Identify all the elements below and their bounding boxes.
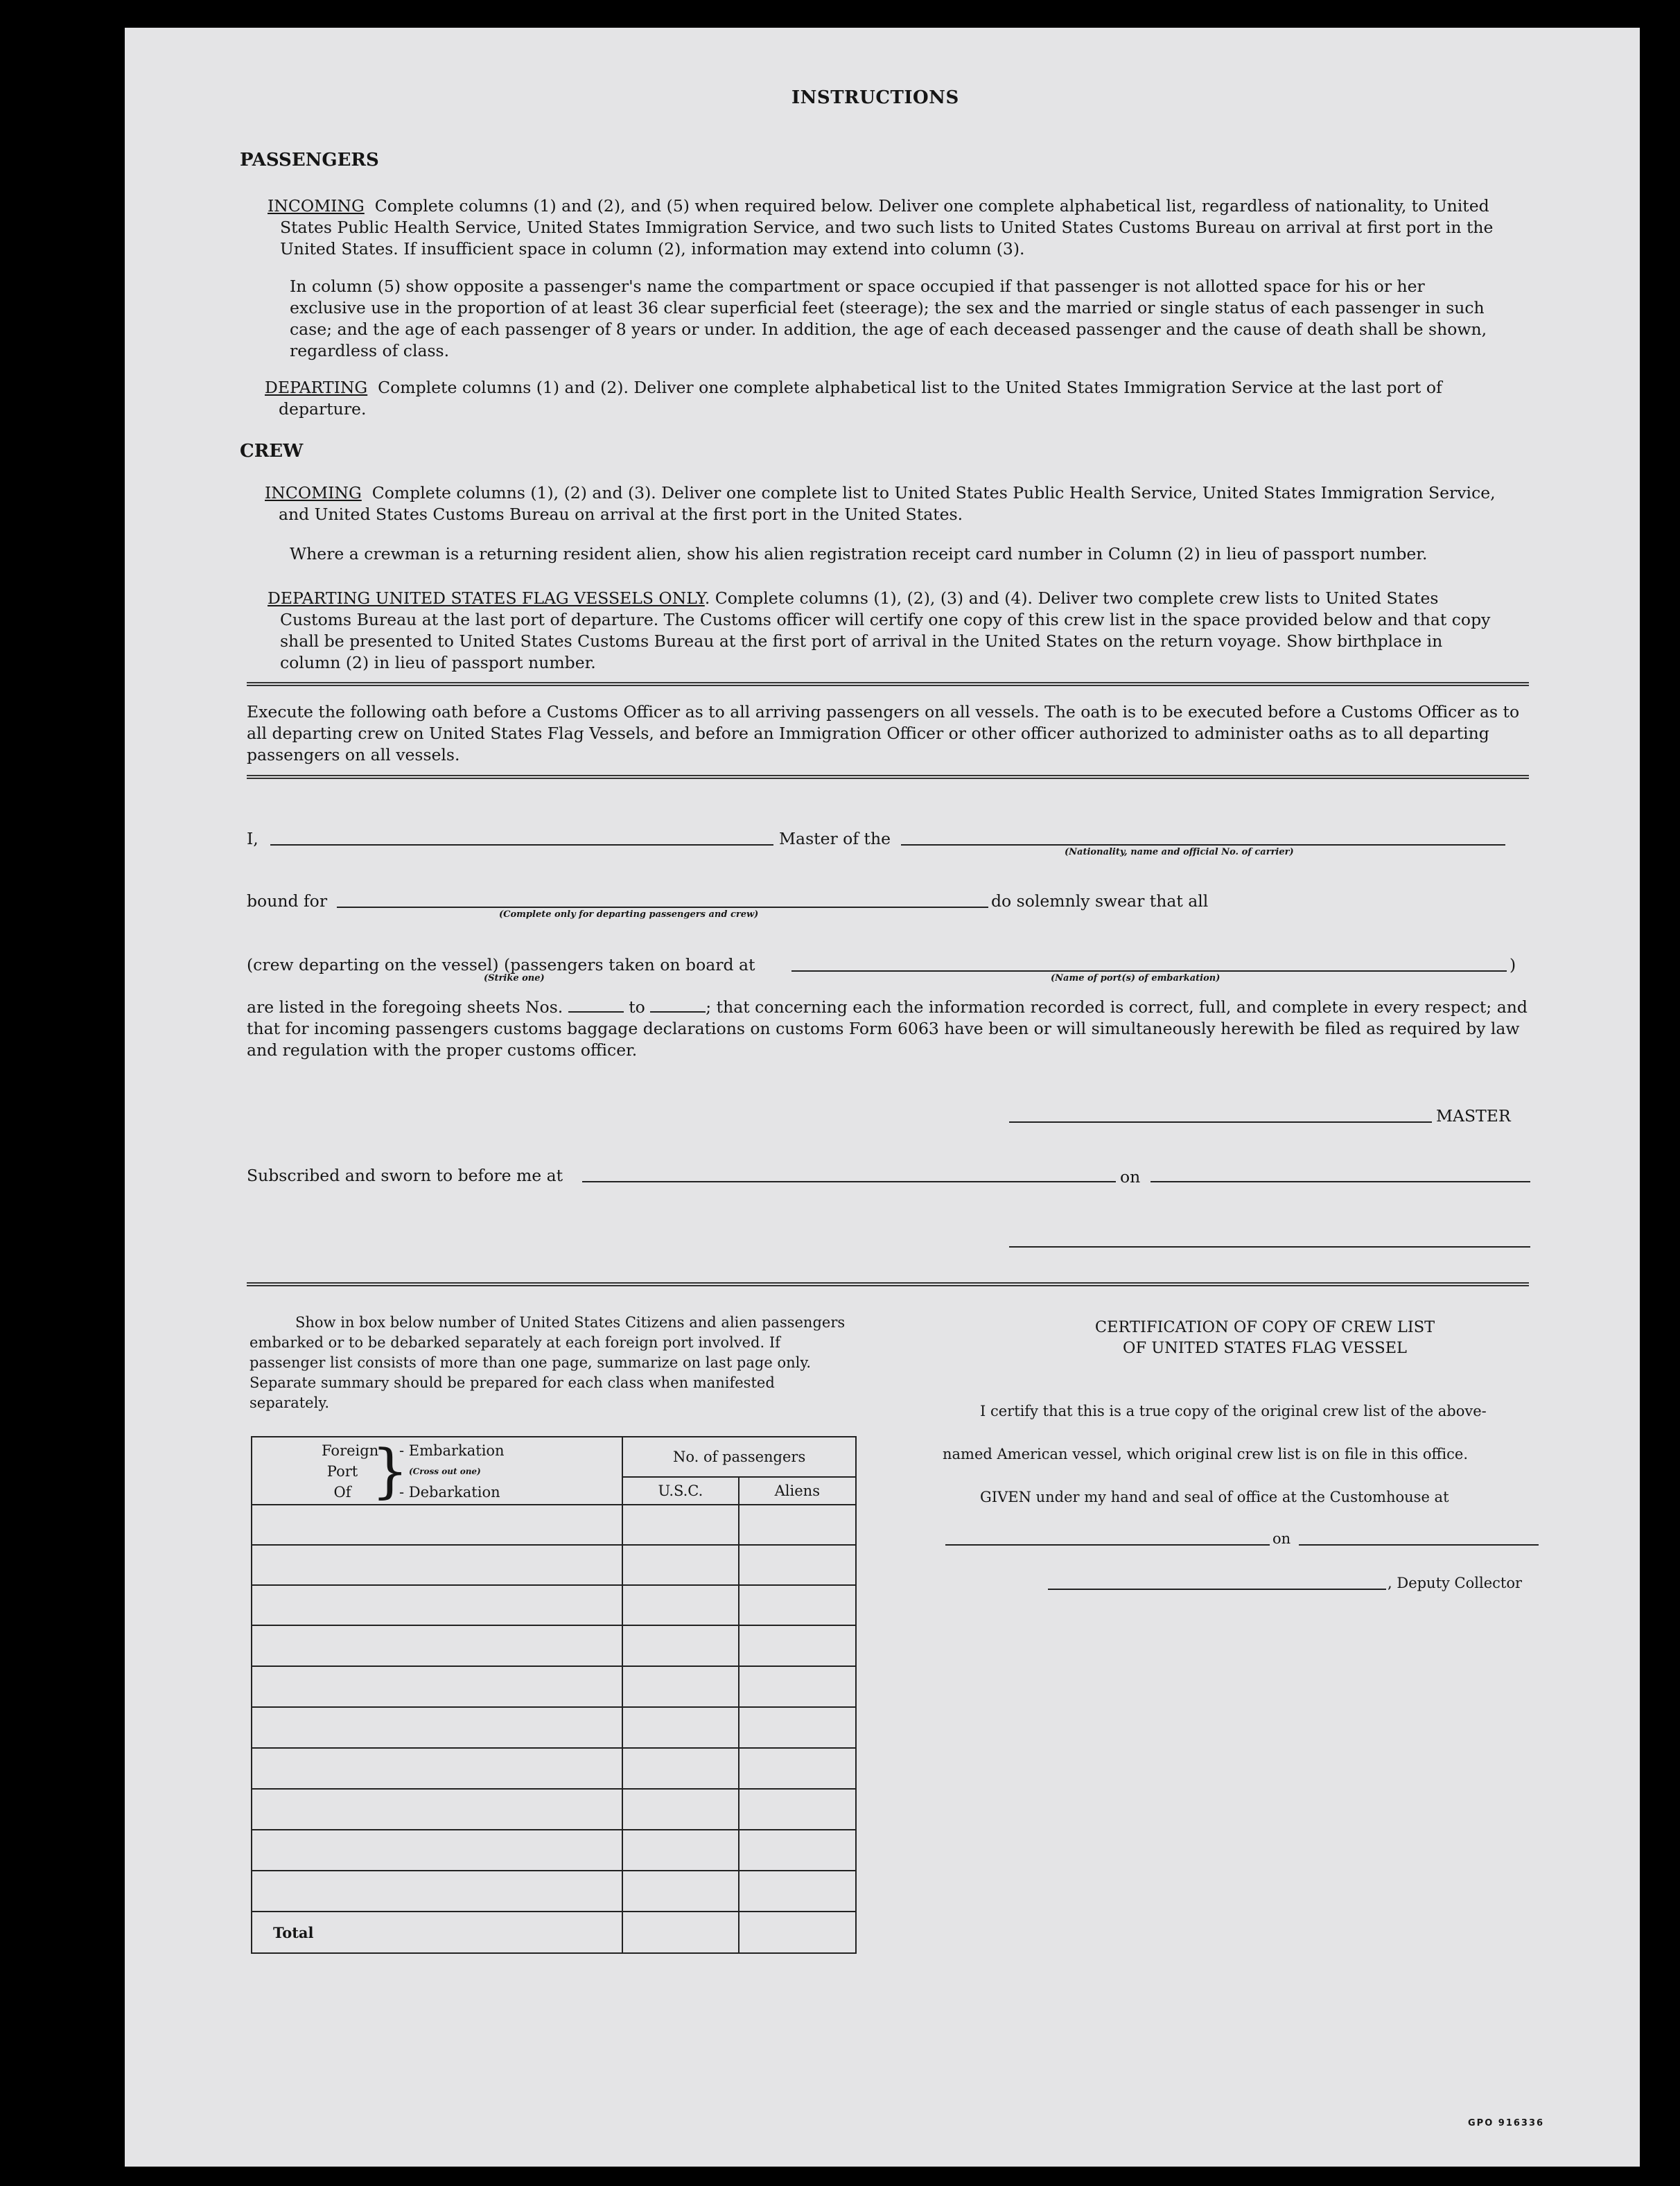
- certification-line2: named American vessel, which original crew list is on file in this office.: [943, 1446, 1468, 1462]
- passengers-incoming-paragraph: [268, 195, 1507, 260]
- oath-intro: Execute the following oath before a Customs Officer as to all arriving passengers on all vessels. The oath is to be executed before a Customs Officer as to all departing crew on United States Flag Vessels, and before an Immigration Officer or other officer authorized to administer oaths as to all departing passengers on all vessels.: [247, 702, 1520, 764]
- of-word: Of: [333, 1484, 351, 1501]
- deputy-collector-label: , Deputy Collector: [1388, 1575, 1523, 1591]
- swear-text: do solemnly swear that all: [991, 891, 1209, 911]
- no-of-passengers-header: No. of passengers: [622, 1437, 856, 1477]
- crew-departing-paragraph: [268, 588, 1507, 674]
- port-cell[interactable]: [252, 1871, 622, 1912]
- certification-date-field[interactable]: [1299, 1544, 1539, 1546]
- total-label: Total: [252, 1912, 622, 1953]
- usc-cell[interactable]: [622, 1666, 738, 1707]
- passengers-departing-label: DEPARTING: [265, 378, 368, 397]
- embarkation-port-field[interactable]: [791, 970, 1507, 972]
- port-cell[interactable]: [252, 1625, 622, 1666]
- summary-row: [252, 1789, 856, 1830]
- aliens-cell[interactable]: [739, 1585, 856, 1625]
- instructions-heading: INSTRUCTIONS: [791, 87, 959, 108]
- listed-prefix: are listed in the foregoing sheets Nos.: [247, 997, 563, 1017]
- deputy-signature-field[interactable]: [1048, 1589, 1386, 1590]
- on-label: on: [1120, 1167, 1141, 1187]
- certification-title-line2: OF UNITED STATES FLAG VESSEL: [1123, 1339, 1407, 1357]
- port-cell[interactable]: [252, 1545, 622, 1585]
- usc-cell[interactable]: [622, 1625, 738, 1666]
- total-aliens-cell[interactable]: [739, 1912, 856, 1953]
- strike-caption: (Strike one): [484, 973, 545, 983]
- embarkation-option[interactable]: - Embarkation: [399, 1442, 505, 1459]
- certification-line1: I certify that this is a true copy of the original crew list of the above-: [980, 1403, 1487, 1419]
- passengers-column5-paragraph: In column (5) show opposite a passenger's name the compartment or space occupied if that passenger is not allotted space for his or her exclusive use in the proportion of at least 36 clear superficial feet (steerage); the sex and the married or single status of each passenger in such case; and the age of each passenger of 8 years or under. In addition, the age of each deceased passenger and the cause of death shall be shown, regardless of class.: [290, 277, 1487, 360]
- crew-incoming-label: INCOMING: [265, 483, 362, 502]
- section-divider: [247, 682, 1529, 686]
- summary-row: [252, 1748, 856, 1789]
- aliens-header: Aliens: [739, 1477, 856, 1505]
- to-word: to: [629, 997, 645, 1017]
- port-cell[interactable]: [252, 1666, 622, 1707]
- total-usc-cell[interactable]: [622, 1912, 738, 1953]
- aliens-cell[interactable]: [739, 1789, 856, 1830]
- bound-for-label: bound for: [247, 891, 328, 911]
- summary-row: [252, 1625, 856, 1666]
- form-page: [125, 28, 1640, 2167]
- port-header-cell: [252, 1437, 622, 1505]
- summary-row: [252, 1505, 856, 1545]
- summary-rows: [252, 1505, 856, 1912]
- passengers-heading: PASSENGERS: [240, 150, 379, 170]
- port-cell[interactable]: [252, 1830, 622, 1871]
- master-of-the-label: Master of the: [779, 829, 891, 848]
- embark-debark-labels: [399, 1440, 505, 1503]
- carrier-caption: (Nationality, name and official No. of carrier): [1065, 847, 1294, 857]
- customhouse-field[interactable]: [945, 1544, 1270, 1546]
- aliens-cell[interactable]: [739, 1871, 856, 1912]
- summary-row: [252, 1545, 856, 1585]
- passengers-departing-paragraph: [265, 377, 1508, 420]
- passengers-departing-text: Complete columns (1) and (2). Deliver one complete alphabetical list to the United States Immigration Service at the last port of departure.: [279, 378, 1442, 419]
- listed-rest: ; that concerning each the information recorded is correct, full, and complete in every respect; and that for incoming passengers customs baggage declarations on customs Form 6063 have been or will simultaneously herewith be filed as required by law and regulation with the proper customs officer.: [247, 997, 1528, 1060]
- sheet-to-field[interactable]: [650, 1011, 706, 1013]
- close-paren: ): [1510, 955, 1516, 974]
- debarkation-option[interactable]: - Debarkation: [399, 1484, 500, 1501]
- cross-out-note: (Cross out one): [409, 1467, 481, 1476]
- summary-instructions: Show in box below number of United States Citizens and alien passengers embarked or to be debarked separately at each foreign port involved. If passenger list consists of more than one page, summarize on last page only. Separate summary should be prepared for each class when manifested separately.: [250, 1314, 846, 1411]
- carrier-field[interactable]: [901, 844, 1505, 846]
- sheet-from-field[interactable]: [568, 1011, 624, 1013]
- passengers-incoming-text: Complete columns (1) and (2), and (5) when required below. Deliver one complete alphabetical list, regardless of nationality, to United States Public Health Service, United States Immigration Service, and two such lists to United States Customs Bureau on arrival at first port in the United States. If insufficient space in column (2), information may extend into column (3).: [280, 196, 1494, 259]
- master-signature-field[interactable]: [1009, 1121, 1432, 1123]
- usc-cell[interactable]: [622, 1830, 738, 1871]
- usc-cell[interactable]: [622, 1748, 738, 1789]
- subscribed-label: Subscribed and sworn to before me at: [247, 1166, 563, 1185]
- port-cell[interactable]: [252, 1505, 622, 1545]
- crew-resident-paragraph: Where a crewman is a returning resident alien, show his alien registration receipt card number in Column (2) in lieu of passport number.: [290, 544, 1428, 563]
- section-divider: [247, 1282, 1529, 1286]
- crew-passengers-label: (crew departing on the vessel) (passengers taken on board at: [247, 955, 755, 974]
- aliens-cell[interactable]: [739, 1748, 856, 1789]
- bound-for-field[interactable]: [337, 907, 988, 908]
- aliens-cell[interactable]: [739, 1545, 856, 1585]
- usc-header: U.S.C.: [622, 1477, 738, 1505]
- foreign-word: Foreign: [322, 1442, 379, 1459]
- certification-on-label: on: [1272, 1530, 1291, 1547]
- crew-heading: CREW: [240, 441, 304, 462]
- certification-title-line1: CERTIFICATION OF COPY OF CREW LIST: [1094, 1318, 1435, 1336]
- crew-incoming-paragraph: [265, 482, 1508, 525]
- departing-caption: (Complete only for departing passengers and crew): [499, 909, 759, 920]
- aliens-cell[interactable]: [739, 1625, 856, 1666]
- oath-i-label: I,: [247, 829, 259, 848]
- aliens-cell[interactable]: [739, 1830, 856, 1871]
- port-caption: (Name of port(s) of embarkation): [1051, 973, 1220, 983]
- foreign-port-of-label: [322, 1440, 379, 1503]
- certification-title: [991, 1317, 1539, 1358]
- aliens-cell[interactable]: [739, 1666, 856, 1707]
- port-cell[interactable]: [252, 1789, 622, 1830]
- gpo-code: GPO 916336: [1468, 2118, 1545, 2128]
- aliens-cell[interactable]: [739, 1505, 856, 1545]
- usc-cell[interactable]: [622, 1707, 738, 1748]
- master-name-field[interactable]: [270, 844, 773, 846]
- summary-row: [252, 1666, 856, 1707]
- summary-row: [252, 1707, 856, 1748]
- crew-incoming-text: Complete columns (1), (2) and (3). Deliver one complete list to United States Public Health Service, United States Immigration Service, and United States Customs Bureau on arrival at the first port in the United States.: [279, 483, 1496, 524]
- section-divider: [247, 775, 1529, 779]
- usc-cell[interactable]: [622, 1545, 738, 1585]
- port-cell[interactable]: [252, 1585, 622, 1625]
- sworn-date-field[interactable]: [1150, 1181, 1530, 1182]
- usc-cell[interactable]: [622, 1871, 738, 1912]
- usc-cell[interactable]: [622, 1585, 738, 1625]
- usc-cell[interactable]: [622, 1789, 738, 1830]
- summary-row: [252, 1585, 856, 1625]
- master-label: MASTER: [1436, 1106, 1511, 1126]
- certification-line3: GIVEN under my hand and seal of office at the Customhouse at: [980, 1489, 1449, 1505]
- passengers-incoming-label: INCOMING: [268, 196, 365, 216]
- port-cell[interactable]: [252, 1707, 622, 1748]
- brace-icon: }: [371, 1437, 409, 1505]
- listed-paragraph: [247, 997, 1529, 1061]
- crew-departing-label: DEPARTING UNITED STATES FLAG VESSELS ONLY: [268, 588, 705, 608]
- port-word: Port: [326, 1463, 358, 1480]
- passenger-summary-table: [251, 1436, 857, 1954]
- summary-row: [252, 1830, 856, 1871]
- port-cell[interactable]: [252, 1748, 622, 1789]
- crew-departing-text: . Complete columns (1), (2), (3) and (4). Deliver two complete crew lists to United States Customs Bureau at the last port of departure. The Customs officer will certify one copy of this crew list in the space provided below and that copy shall be presented to United States Customs Bureau at the first port of arrival in the United States on the return voyage. Show birthplace in column (2) in lieu of passport number.: [280, 588, 1491, 672]
- sworn-place-field[interactable]: [582, 1181, 1116, 1182]
- officer-signature-field[interactable]: [1009, 1246, 1530, 1248]
- summary-row: [252, 1871, 856, 1912]
- aliens-cell[interactable]: [739, 1707, 856, 1748]
- usc-cell[interactable]: [622, 1505, 738, 1545]
